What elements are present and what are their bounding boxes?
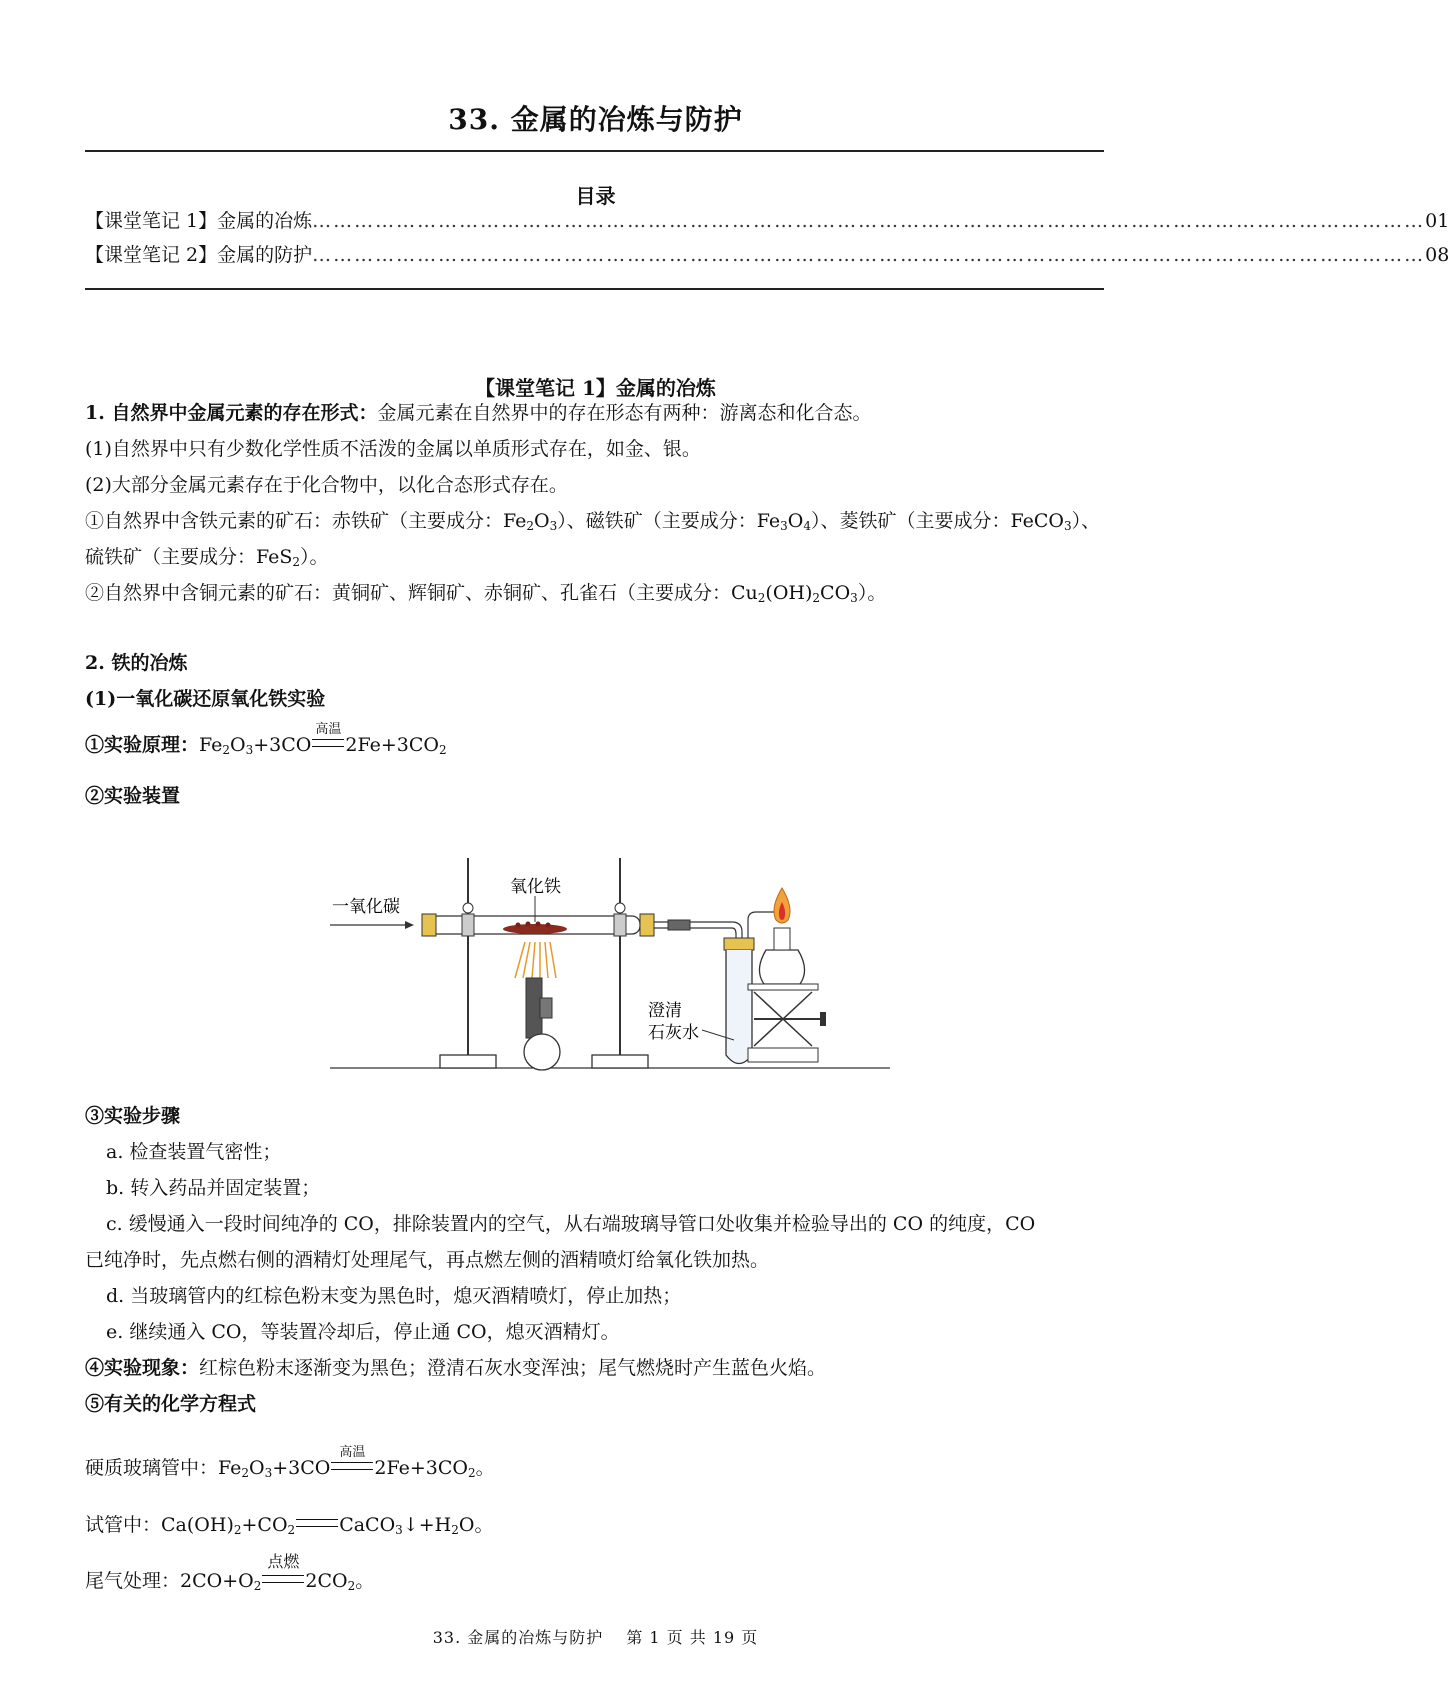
paragraph-4: ①自然界中含铁元素的矿石：赤铁矿（主要成分：$Fe_2O_3$）、磁铁矿（主要成分：$Fe_3O_4$）、菱铁矿（主要成分：FeCO$_3$）、	[85, 510, 1101, 533]
divider-top	[85, 150, 1104, 152]
subheading-equations: ⑤有关的化学方程式	[85, 1393, 257, 1415]
section-heading: 【课堂笔记 1】金属的冶炼	[475, 376, 716, 400]
step-e: e. 继续通入 CO，等装置冷却后，停止通 CO，熄灭酒精灯。	[106, 1321, 620, 1343]
phenomenon-line: ④实验现象：红棕色粉末逐渐变为黑色；澄清石灰水变浑浊；尾气燃烧时产生蓝色火焰。	[85, 1357, 827, 1379]
reaction-arrow: 高温	[312, 732, 344, 758]
label-carbon-monoxide: 一氧化碳	[332, 897, 400, 917]
page-title: 33. 金属的冶炼与防护	[448, 103, 743, 136]
label-iron-oxide: 氧化铁	[510, 877, 561, 897]
toc-item-page: 01	[1425, 210, 1449, 232]
divider-bottom	[85, 288, 1104, 290]
reaction-arrow: 点燃	[262, 1568, 304, 1594]
toc-item-label: 【课堂笔记 2】金属的防护	[85, 244, 313, 266]
reaction-arrow	[296, 1512, 338, 1538]
subheading-iron-smelting: 2. 铁的冶炼	[85, 652, 188, 674]
paragraph-2: (1)自然界中只有少数化学性质不活泼的金属以单质形式存在，如金、银。	[85, 438, 701, 460]
subheading-steps: ③实验步骤	[85, 1105, 181, 1127]
step-c-continued: 已纯净时，先点燃右侧的酒精灯处理尾气，再点燃左侧的酒精喷灯给氧化铁加热。	[85, 1249, 770, 1271]
paragraph-5: 硫铁矿（主要成分：FeS$_2$）。	[85, 546, 329, 569]
reaction-arrow: 高温	[331, 1455, 373, 1481]
principle-line: ①实验原理：$Fe_2O_3+3CO$ 高温 $2Fe+3CO_2$	[85, 722, 447, 757]
label-limewater-line2: 石灰水	[648, 1023, 699, 1043]
toc-heading: 目录	[575, 184, 616, 208]
equation-tail-gas: 尾气处理：$2CO+O_2$ 点燃 $2CO_2$。	[85, 1552, 375, 1593]
toc-item-1[interactable]: 【课堂笔记 1】金属的冶炼 …………………………………………………………………………………………………………………………………………… 01	[85, 206, 1104, 233]
subheading-apparatus: ②实验装置	[85, 785, 181, 807]
step-d: d. 当玻璃管内的红棕色粉末变为黑色时，熄灭酒精喷灯，停止加热；	[106, 1285, 682, 1307]
toc-item-page: 08	[1425, 244, 1449, 266]
step-b: b. 转入药品并固定装置；	[106, 1177, 321, 1199]
equation-test-tube: 试管中：$Ca(OH)_2+CO_2$ $CaCO_3↓+H_2O$。	[85, 1514, 494, 1537]
page-footer: 33. 金属的冶炼与防护 第 1 页 共 19 页	[432, 1628, 759, 1647]
paragraph-6: ②自然界中含铜元素的矿石：黄铜矿、辉铜矿、赤铜矿、孔雀石（主要成分：$Cu_2(OH)_2CO_3$）。	[85, 582, 887, 605]
toc-item-label: 【课堂笔记 1】金属的冶炼	[85, 210, 313, 232]
paragraph-3: (2)大部分金属元素存在于化合物中，以化合态形式存在。	[85, 474, 568, 496]
equation-glass-tube: 硬质玻璃管中：$Fe_2O_3+3CO$ 高温 $2Fe+3CO_2$。	[85, 1445, 495, 1480]
step-c: c. 缓慢通入一段时间纯净的 CO，排除装置内的空气，从右端玻璃导管口处收集并检验导出的 CO 的纯度，CO	[106, 1213, 1036, 1235]
paragraph-1: 1. 自然界中金属元素的存在形式：金属元素在自然界中的存在形态有两种：游离态和化合态。	[85, 402, 872, 424]
experiment-apparatus-diagram	[330, 850, 930, 1078]
step-a: a. 检查装置气密性；	[106, 1141, 282, 1163]
toc-item-2[interactable]: 【课堂笔记 2】金属的防护 …………………………………………………………………………………………………………………………………………… 08	[85, 240, 1104, 267]
label-limewater-line1: 澄清	[648, 1001, 682, 1021]
subheading-co-experiment: (1)一氧化碳还原氧化铁实验	[85, 688, 326, 710]
